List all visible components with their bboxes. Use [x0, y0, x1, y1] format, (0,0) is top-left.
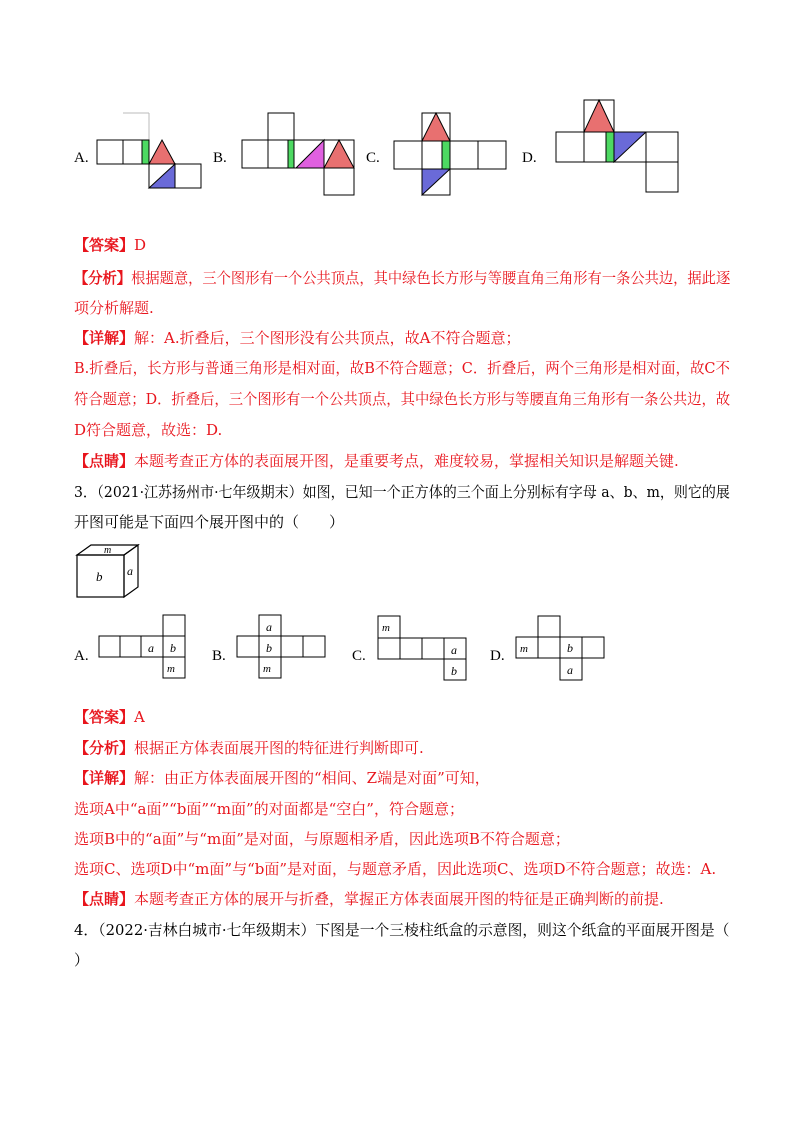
- q3-detail-line3: 选项B中的“a面”与“m面”是对面，与原题相矛盾，因此选项B不符合题意；: [74, 830, 570, 848]
- q2-net-a: [96, 110, 206, 194]
- blue-triangle: [614, 132, 646, 162]
- q3-option-d-label: D.: [490, 648, 505, 664]
- analysis-text: 根据题意，三个图形有一个公共顶点，其中绿色长方形与等腰直角三角形有一条公共边，据此逐: [131, 269, 731, 287]
- green-rect: [142, 140, 149, 164]
- q3-net-b: [236, 614, 328, 680]
- answer-value: A: [134, 708, 145, 726]
- q3-net-d: [514, 614, 606, 682]
- comment-tag: 【点睛】: [74, 452, 135, 470]
- q2-option-c-label: C.: [366, 150, 380, 166]
- q2-detail-line2: B.折叠后，长方形与普通三角形是相对面，故B不符合题意；C．折叠后，两个三角形是相对面，故C不: [74, 359, 730, 377]
- red-triangle: [149, 140, 175, 164]
- q2-answer: [74, 235, 146, 255]
- q4-stem-line2: ）: [74, 951, 90, 969]
- q2-option-a-label: A.: [74, 150, 89, 166]
- analysis-tag: 【分析】: [74, 739, 135, 757]
- face-m: m: [263, 663, 271, 675]
- q3-option-a-label: A.: [74, 648, 89, 664]
- q3-answer: [74, 707, 145, 727]
- q3-detail-line4: 选项C、选项D中“m面”与“b面”是对面，与题意矛盾，因此选项C、选项D不符合题意；故选：A.: [74, 860, 717, 878]
- face-a: a: [266, 620, 272, 634]
- cube-side-letter: a: [127, 564, 133, 578]
- q3-detail-line1: [74, 768, 490, 788]
- cube-front-letter: b: [96, 569, 103, 584]
- magenta-triangle: [296, 140, 324, 168]
- face-b: b: [170, 641, 176, 655]
- q3-analysis: [74, 738, 424, 758]
- q3-option-c-label: C.: [352, 648, 366, 664]
- q2-net-d: [554, 98, 682, 196]
- detail-text: 解：A.折叠后，三个图形没有公共顶点，故A不符合题意；: [134, 329, 521, 347]
- q2-detail-line4: D符合题意，故选：D.: [74, 421, 223, 439]
- green-rect: [442, 141, 450, 169]
- q2-analysis-line1: [74, 268, 730, 288]
- q2-detail-line1: [74, 328, 520, 348]
- green-rect: [606, 132, 614, 162]
- face-a: a: [567, 663, 573, 677]
- answer-tag: 【答案】: [74, 708, 135, 726]
- q3-detail-line2: 选项A中“a面”“b面”“m面”的对面都是“空白”，符合题意；: [74, 800, 464, 818]
- q3-option-b-label: B.: [212, 648, 226, 664]
- q3-net-a: [98, 614, 190, 680]
- face-b: b: [451, 664, 457, 678]
- q2-net-c: [392, 110, 512, 198]
- q2-option-d-label: D.: [522, 150, 537, 166]
- detail-tag: 【详解】: [74, 769, 135, 787]
- face-m: m: [167, 663, 175, 675]
- q3-net-c: [376, 614, 468, 682]
- cube-top-letter: m: [104, 545, 112, 556]
- face-a: a: [148, 641, 154, 655]
- q2-option-b-label: B.: [213, 150, 227, 166]
- q2-analysis-line2: 项分析解题.: [74, 299, 154, 317]
- q2-net-b: [238, 110, 362, 198]
- face-a: a: [451, 643, 457, 657]
- answer-tag: 【答案】: [74, 236, 135, 254]
- q3-comment: [74, 889, 664, 909]
- face-m: m: [382, 622, 390, 634]
- comment-text: 本题考查正方体的展开与折叠，掌握正方体表面展开图的特征是正确判断的前提.: [134, 890, 664, 908]
- red-triangle: [422, 113, 450, 141]
- answer-value: D: [134, 236, 147, 254]
- red-triangle: [324, 140, 354, 168]
- face-m: m: [520, 643, 528, 655]
- q2-detail-line3: 符合题意；D．折叠后，三个图形有一个公共顶点，其中绿色长方形与等腰直角三角形有一条公共边，故: [74, 390, 731, 408]
- q3-stem-line1: 3．（2021·江苏扬州市·七年级期末）如图，已知一个正方体的三个面上分别标有字母 a、b、m，则它的展: [74, 483, 730, 501]
- detail-tag: 【详解】: [74, 329, 135, 347]
- q3-cube-figure: [74, 542, 158, 600]
- red-triangle: [584, 100, 614, 132]
- face-b: b: [266, 641, 272, 655]
- q3-stem-line2: 开图可能是下面四个展开图中的（ ）: [74, 513, 345, 531]
- face-b: b: [567, 641, 573, 655]
- blue-triangle: [149, 164, 175, 188]
- green-rect: [288, 140, 294, 168]
- analysis-tag: 【分析】: [74, 269, 132, 287]
- comment-tag: 【点睛】: [74, 890, 135, 908]
- q2-comment: [74, 451, 679, 471]
- analysis-text: 根据正方体表面展开图的特征进行判断即可.: [134, 739, 424, 757]
- blue-triangle: [422, 169, 450, 195]
- comment-text: 本题考查正方体的表面展开图，是重要考点，难度较易，掌握相关知识是解题关键.: [134, 452, 679, 470]
- q4-stem-line1: 4．（2022·吉林白城市·七年级期末）下图是一个三棱柱纸盒的示意图，则这个纸盒的平面展开图是（: [74, 921, 730, 939]
- detail-text: 解：由正方体表面展开图的“相间、Z端是对面”可知，: [134, 769, 490, 787]
